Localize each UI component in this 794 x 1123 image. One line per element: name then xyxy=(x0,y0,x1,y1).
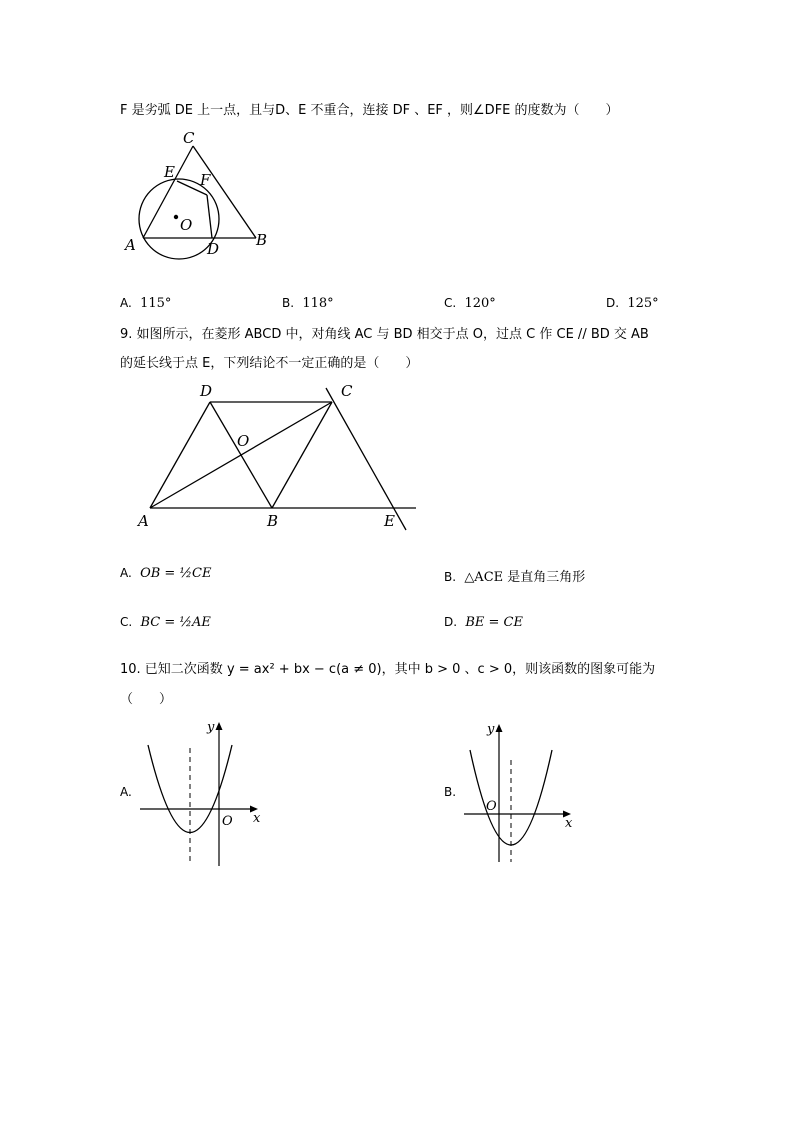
q8-label-b: B xyxy=(256,231,268,249)
q10-a-y-label: y xyxy=(207,720,215,735)
q8-label-a: A xyxy=(125,236,136,254)
q9-stem-line1: 9. 如图所示，在菱形 ABCD 中，对角线 AC 与 BD 相交于点 O，过点 C 作 CE // BD 交 AB xyxy=(120,327,649,342)
q9-label-c: C xyxy=(341,382,353,400)
q10-b-origin-label: O xyxy=(486,799,497,814)
q9-label-o: O xyxy=(237,432,250,450)
q9-stem-line2: 的延长线于点 E，下列结论不一定正确的是（ ） xyxy=(120,356,419,371)
q8-option-d: D. 125° xyxy=(606,296,659,311)
q10-b-y-arrow xyxy=(496,724,503,732)
q8-label-d: D xyxy=(207,240,220,258)
q10-b-x-label: x xyxy=(565,816,573,831)
q8-option-c: C. 120° xyxy=(444,296,496,311)
q9-label-d: D xyxy=(200,382,213,400)
q8-label-o: O xyxy=(180,216,193,234)
q9-label-e: E xyxy=(384,512,395,530)
q10-b-y-label: y xyxy=(487,722,495,737)
q9-label-b: B xyxy=(267,512,279,530)
q10-a-x-label: x xyxy=(253,811,261,826)
q10-a-origin-label: O xyxy=(222,814,233,829)
q9-option-b: B. △ACE 是直角三角形 xyxy=(444,570,586,585)
q8-stem: F 是劣弧 DE 上一点，且与D、E 不重合，连接 DF 、EF ，则∠DFE 的度数为（ ） xyxy=(120,103,619,118)
q10-stem-line2: （ ） xyxy=(120,692,173,707)
q8-label-c: C xyxy=(183,129,195,147)
q8-option-b: B. 118° xyxy=(282,296,334,311)
q9-option-c: C. BC = ½AE xyxy=(120,615,211,630)
q10-stem-line1: 10. 已知二次函数 y = ax² + bx − c(a ≠ 0)，其中 b > 0 、c > 0，则该函数的图象可能为 xyxy=(120,662,656,677)
q8-label-e: E xyxy=(164,163,175,181)
q10-option-b-letter: B. xyxy=(444,785,457,799)
q9-option-a: A. OB = ½CE xyxy=(120,566,212,581)
q9-option-d: D. BE = CE xyxy=(444,615,523,630)
q8-label-f: F xyxy=(200,171,211,189)
q10-option-a-letter: A. xyxy=(120,785,132,799)
q8-option-a: A. 115° xyxy=(120,296,172,311)
q9-label-a: A xyxy=(138,512,149,530)
